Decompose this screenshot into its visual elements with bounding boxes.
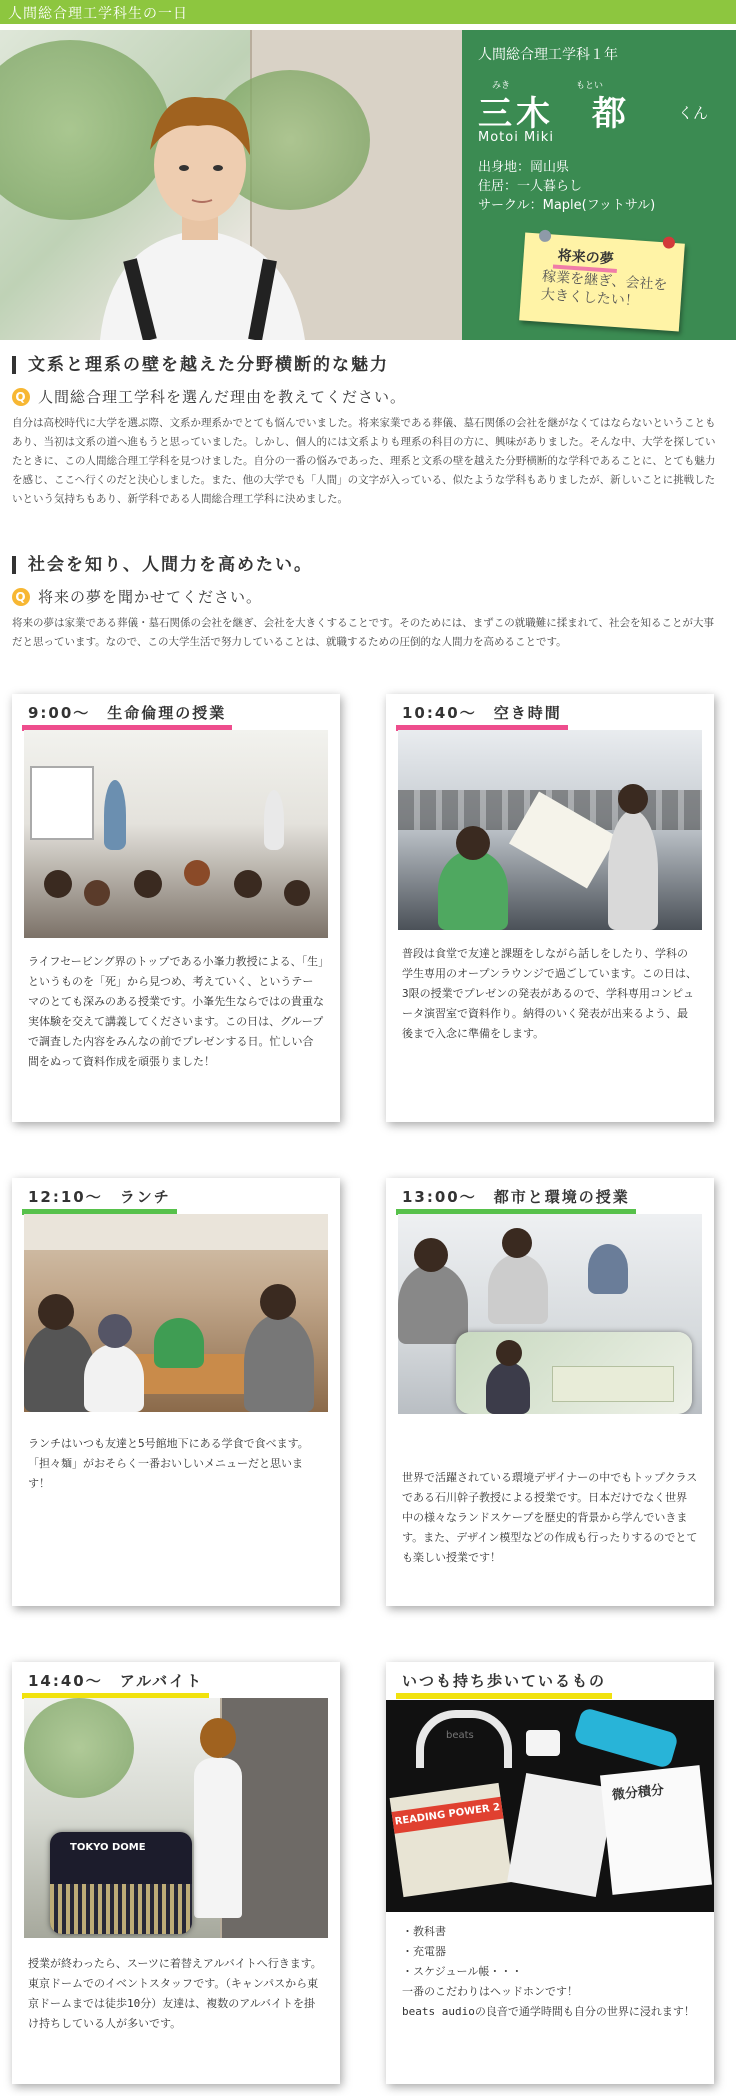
student-figure — [414, 1238, 448, 1272]
hero-photo — [0, 30, 462, 340]
belongings-photo — [386, 1700, 714, 1912]
pin-icon — [663, 236, 676, 249]
header-bar — [0, 0, 736, 24]
student-figure — [608, 810, 658, 930]
name-ruby: みき — [492, 81, 511, 91]
profile-details — [478, 158, 655, 215]
hometown: 出身地：岡山県 — [478, 160, 570, 175]
belongings-card — [386, 1662, 714, 2084]
student-figure — [284, 880, 310, 906]
student-figure — [502, 1228, 532, 1258]
dream-title: 将来の夢 — [553, 245, 619, 273]
student-figure — [200, 1718, 236, 1758]
student-figure — [488, 1254, 548, 1324]
student-figure — [244, 1314, 314, 1412]
department: 人間総合理工学科１年 — [478, 47, 618, 63]
part-time-photo — [24, 1698, 328, 1938]
dome-lights — [50, 1884, 192, 1934]
lunch-photo — [24, 1214, 328, 1412]
schedule-card — [12, 1662, 340, 2084]
circle: サークル：Maple(フットサル) — [478, 198, 656, 213]
student-figure — [134, 870, 162, 898]
student-figure — [44, 870, 72, 898]
design-class-photo — [398, 1214, 702, 1414]
student-figure — [398, 1264, 468, 1344]
student-figure — [84, 880, 110, 906]
header-title: 人間総合理工学科生の一日 — [8, 6, 188, 22]
question — [12, 386, 406, 407]
section-title: 社会を知り、人間力を高めたい。 — [12, 556, 313, 574]
student-figure — [38, 1294, 74, 1330]
student-figure — [104, 780, 126, 850]
dream-text: 稼業を継ぎ、会社を大きくしたい！ — [540, 268, 668, 310]
card-text: 普段は食堂で友達と課題をしながら話しをしたり、学科の学生専用のオープンラウンジで過ごしています。この日は、3限の授業でプレゼンの発表があるので、学科専用コンピュータ演習室で資料作り。納得のいく発表が出来るよう、最後まで入念に準備をします。 — [402, 947, 697, 1040]
student-figure — [456, 826, 490, 860]
book-title: READING POWER 2 — [392, 1797, 504, 1834]
tree — [24, 1698, 134, 1798]
list-item: ・充電器 — [402, 1945, 446, 1958]
dome-sign: TOKYO DOME — [70, 1842, 146, 1853]
card-text: ライフセービング界のトップである小峯力教授による、「生」というものを「死」から見つめ、考えていく、というテーマのとても深みのある授業です。小峯先生ならではの貴重な実体験を交えて講義してくださいます。この日は、グループで調査した内容をみんなの前でプレゼンする日。忙しい合間をぬって資料作成を頑張りました！ — [28, 955, 325, 1068]
list-item: 一番のこだわりはヘッドホンです！ — [402, 1985, 578, 1998]
student-name: 三木 都 — [478, 94, 630, 134]
list-item: beats audioの良音で通学時間も自分の世界に浸れます！ — [402, 2005, 695, 2018]
student-figure — [98, 1314, 132, 1348]
student-name-roman: Motoi Miki — [478, 130, 554, 145]
dream-note — [519, 233, 685, 332]
answer-text: 自分は高校時代に大学を選ぶ際、文系か理系かでとても悩んでいました。将来家業である葬儀、墓石関係の会社を継がなくてはならないということもあり、当初は文系の道へ進もうと思っていました。しかし、個人的には文系よりも理系の科目の方に、興味がありました。そんな中、大学を探していたときに、この人間総合理工学科を見つけました。自分の一番の悩みであった、理系と文系の壁を越えた分野横断的な学科であることに、とても魅力を感じ、ここへ行くのだと決心しました。また、他の大学でも「人間」の文字が入っている、似たような学科もありましたが、新しいことに挑戦したいという気持ちもあり、新学科である人間総合理工学科に決めました。 — [12, 417, 716, 505]
student-figure — [234, 870, 262, 898]
student-figure — [154, 1318, 204, 1368]
list-item: ・教科書 — [402, 1925, 446, 1938]
student-figure — [496, 1340, 522, 1366]
question — [12, 586, 262, 607]
card-title: 9:00〜 生命倫理の授業 — [22, 702, 232, 731]
ceiling — [24, 1214, 328, 1250]
card-title: 13:00〜 都市と環境の授業 — [396, 1186, 636, 1215]
textbook — [390, 1783, 513, 1897]
model-photo-inset — [456, 1332, 692, 1414]
charger-icon — [526, 1730, 560, 1756]
student-figure — [588, 1244, 628, 1294]
answer-text: 将来の夢は家業である葬儀・墓石関係の会社を継ぎ、会社を大きくすることです。そのためには、まずこの就職難に揉まれて、社会を知ることが大事だと思っています。なので、この大学生活で努力していることは、就職するための圧倒的な人間力を高めることです。 — [12, 617, 715, 648]
student-figure — [260, 1284, 296, 1320]
student-figure — [264, 790, 284, 850]
tokyo-dome-inset — [50, 1832, 192, 1934]
projector-screen — [30, 766, 94, 840]
card-title: いつも持ち歩いているもの — [396, 1670, 612, 1699]
student-figure — [184, 860, 210, 886]
card-title: 14:40〜 アルバイト — [22, 1670, 209, 1699]
section-title: 文系と理系の壁を越えた分野横断的な魅力 — [12, 356, 389, 374]
student-figure — [84, 1344, 144, 1412]
belongings-list — [402, 1922, 698, 2022]
student-figure — [194, 1758, 242, 1918]
landscape-model — [552, 1366, 674, 1402]
card-text: 世界で活躍されている環境デザイナーの中でもトップクラスである石川幹子教授による授業です。日本だけでなく世界中の様々なランドスケープを歴史的背景から学んでいきます。また、デザイン模型などの作成も行ったりするのでとても楽しい授業です！ — [402, 1471, 698, 1564]
card-text: ランチはいつも友達と5号館地下にある学食で食べます。「担々麺」がおそらく一番おいしいメニューだと思います！ — [28, 1437, 309, 1490]
computer-room-photo — [398, 730, 702, 930]
schedule-book — [507, 1773, 615, 1897]
residence: 住居：一人暮らし — [478, 179, 583, 194]
card-title: 12:10〜 ランチ — [22, 1186, 177, 1215]
question-text: 人間総合理工学科を選んだ理由を教えてください。 — [38, 388, 407, 406]
student-figure — [486, 1362, 530, 1414]
question-text: 将来の夢を聞かせてください。 — [38, 588, 263, 606]
lecture-photo — [24, 730, 328, 938]
textbook — [600, 1765, 712, 1895]
schedule-card — [386, 1178, 714, 1606]
brand-label: beats — [446, 1730, 474, 1741]
student-figure — [438, 850, 508, 930]
book-title: 微分積分 — [611, 1782, 665, 1804]
pencil-case — [573, 1707, 679, 1769]
pin-icon — [539, 230, 552, 243]
schedule-card — [386, 694, 714, 1122]
list-item: ・スケジュール帳・・・ — [402, 1965, 523, 1978]
schedule-card — [12, 1178, 340, 1606]
q-badge-icon: Q — [12, 388, 30, 406]
honorific: くん — [678, 104, 709, 122]
student-figure — [618, 784, 648, 814]
card-title: 10:40〜 空き時間 — [396, 702, 568, 731]
profile-panel — [462, 30, 736, 340]
card-text: 授業が終わったら、スーツに着替えアルバイトへ行きます。東京ドームでのイベントスタッフです。（キャンパスから東京ドームまでは徒歩10分）友達は、複数のアルバイトを掛け持ちしている人が多いです。 — [28, 1957, 322, 2030]
q-badge-icon: Q — [12, 588, 30, 606]
student-portrait — [80, 60, 320, 340]
schedule-card — [12, 694, 340, 1122]
name-ruby: もとい — [576, 81, 604, 91]
